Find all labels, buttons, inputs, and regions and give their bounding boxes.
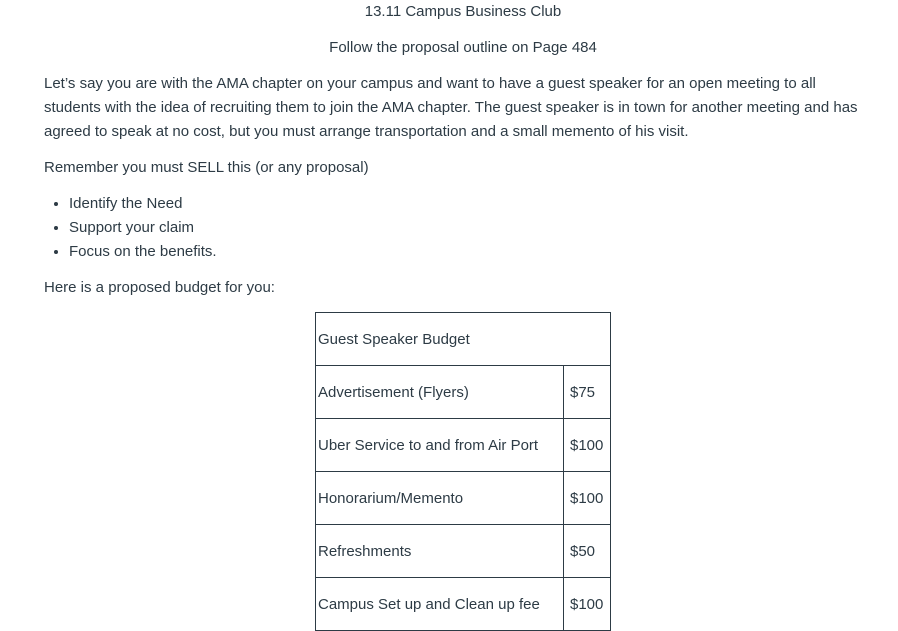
bullet-list	[44, 192, 217, 264]
list-item: • Identify the Need	[69, 192, 217, 216]
budget-item: Uber Service to and from Air Port	[316, 419, 564, 472]
list-item: • Focus on the benefits.	[69, 240, 217, 264]
budget-amount: $100	[564, 472, 611, 525]
table-row	[316, 419, 611, 472]
list-item: • Support your claim	[69, 216, 217, 240]
budget-title: Guest Speaker Budget	[316, 313, 611, 366]
page-title: 13.11 Campus Business Club	[364, 3, 562, 20]
table-row	[316, 578, 611, 631]
budget-intro: Here is a proposed budget for you:	[44, 279, 275, 296]
budget-amount: $100	[564, 578, 611, 631]
budget-amount: $75	[564, 366, 611, 419]
page-subtitle: Follow the proposal outline on Page 484	[329, 39, 597, 56]
budget-table	[315, 312, 611, 631]
remember-paragraph: Remember you must SELL this (or any proposal)	[44, 159, 369, 176]
table-row	[316, 472, 611, 525]
budget-amount: $50	[564, 525, 611, 578]
intro-paragraph: Let’s say you are with the AMA chapter on your campus and want to have a guest speaker for an open meeting to all students with the idea of recruiting them to join the AMA chapter. The guest speaker is in town for another meeting and has agreed to speak at no cost, but you must arrange transportation and a small memento of his visit.	[44, 75, 858, 140]
budget-amount: $100	[564, 419, 611, 472]
budget-item: Refreshments	[316, 525, 564, 578]
table-row	[316, 313, 611, 366]
budget-item: Advertisement (Flyers)	[316, 366, 564, 419]
table-row	[316, 366, 611, 419]
budget-item: Honorarium/Memento	[316, 472, 564, 525]
table-row	[316, 525, 611, 578]
budget-item: Campus Set up and Clean up fee	[316, 578, 564, 631]
